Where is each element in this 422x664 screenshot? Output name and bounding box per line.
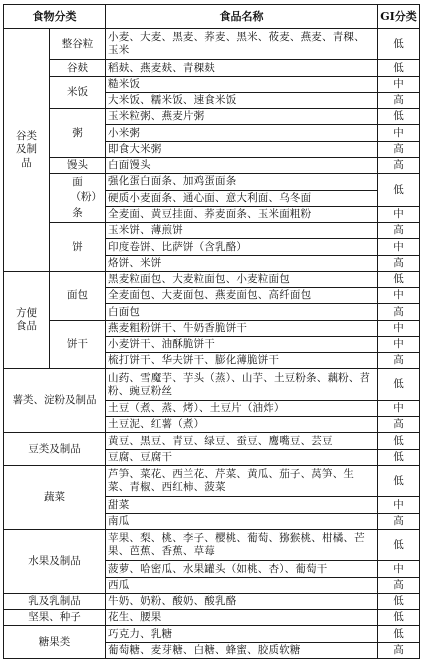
table-row bbox=[4, 76, 420, 92]
gi-cell: 低 bbox=[378, 369, 420, 400]
gi-table bbox=[3, 4, 420, 659]
food-cell: 土豆（煮、蒸、烤）、土豆片（油炸） bbox=[106, 400, 378, 416]
category-tuber-starch: 薯类、淀粉及制品 bbox=[4, 369, 106, 433]
food-cell: 玉米粒粥、燕麦片粥 bbox=[106, 109, 378, 125]
table-header bbox=[4, 5, 420, 29]
food-cell: 白面包 bbox=[106, 304, 378, 320]
food-cell: 芦笋、菜花、西兰花、芹菜、黄瓜、茄子、莴笋、生菜、青椒、西红柿、菠菜 bbox=[106, 465, 378, 496]
gi-cell: 高 bbox=[378, 157, 420, 173]
category-grain bbox=[4, 29, 50, 272]
table-row bbox=[4, 593, 420, 609]
food-cell: 牛奶、奶粉、酸奶、酸乳酪 bbox=[106, 593, 378, 609]
food-cell: 全麦面、黄豆挂面、荞麦面条、玉米面粗粉 bbox=[106, 206, 378, 222]
food-cell: 白面馒头 bbox=[106, 157, 378, 173]
gi-cell: 低 bbox=[378, 29, 420, 60]
gi-cell: 中 bbox=[378, 336, 420, 352]
sub-steamed-bun: 馒头 bbox=[50, 157, 106, 173]
gi-cell: 中 bbox=[378, 76, 420, 92]
gi-cell: 低 bbox=[378, 433, 420, 449]
category-candy: 糖果类 bbox=[4, 626, 106, 659]
gi-cell: 低 bbox=[378, 109, 420, 125]
gi-cell: 低 bbox=[378, 529, 420, 560]
table-row bbox=[4, 157, 420, 173]
gi-cell: 高 bbox=[378, 417, 420, 433]
gi-cell: 中 bbox=[378, 239, 420, 255]
sub-whole-grain: 整谷粒 bbox=[50, 29, 106, 60]
sub-bran: 谷麸 bbox=[50, 60, 106, 76]
table-row bbox=[4, 465, 420, 496]
food-cell: 苹果、梨、桃、李子、樱桃、葡萄、猕猴桃、柑橘、芒果、芭蕉、香蕉、草莓 bbox=[106, 529, 378, 560]
food-cell: 小麦饼干、油酥脆饼干 bbox=[106, 336, 378, 352]
table-row bbox=[4, 109, 420, 125]
gi-cell: 低 bbox=[378, 593, 420, 609]
food-cell: 花生、腰果 bbox=[106, 610, 378, 626]
food-cell: 即食大米粥 bbox=[106, 141, 378, 157]
gi-cell: 中 bbox=[378, 288, 420, 304]
food-cell: 稻麸、燕麦麸、青稞麸 bbox=[106, 60, 378, 76]
gi-cell: 低 bbox=[378, 271, 420, 287]
food-cell: 南瓜 bbox=[106, 513, 378, 529]
table-body bbox=[4, 29, 420, 659]
food-cell: 大米饭、糯米饭、速食米饭 bbox=[106, 92, 378, 108]
food-cell: 小麦、大麦、黑麦、荞麦、黑米、莜麦、燕麦、青稞、玉米 bbox=[106, 29, 378, 60]
food-cell: 小米粥 bbox=[106, 125, 378, 141]
food-cell: 土豆泥、红薯（煮） bbox=[106, 417, 378, 433]
food-cell: 菠萝、哈密瓜、水果罐头（如桃、杏）、葡萄干 bbox=[106, 561, 378, 577]
category-label: 谷类及制品 bbox=[16, 130, 37, 169]
table-row bbox=[4, 29, 420, 60]
food-cell: 印度卷饼、比萨饼（含乳酪） bbox=[106, 239, 378, 255]
category-bean: 豆类及制品 bbox=[4, 433, 106, 466]
food-cell: 葡萄糖、麦芽糖、白糖、蜂蜜、胶质软糖 bbox=[106, 642, 378, 658]
food-cell: 全麦面包、大麦面包、燕麦面包、高纤面包 bbox=[106, 288, 378, 304]
category-fruit: 水果及制品 bbox=[4, 529, 106, 593]
header-row bbox=[4, 5, 420, 29]
gi-cell: 高 bbox=[378, 255, 420, 271]
gi-cell: 中 bbox=[378, 125, 420, 141]
table-row bbox=[4, 320, 420, 336]
food-cell: 硬质小麦面条、通心面、意大利面、乌冬面 bbox=[106, 190, 378, 206]
gi-cell: 高 bbox=[378, 353, 420, 369]
sub-porridge: 粥 bbox=[50, 109, 106, 158]
table-row bbox=[4, 369, 420, 400]
gi-cell: 高 bbox=[378, 141, 420, 157]
category-nut-seed: 坚果、种子 bbox=[4, 610, 106, 626]
gi-cell: 高 bbox=[378, 223, 420, 239]
table-row bbox=[4, 60, 420, 76]
gi-cell: 中 bbox=[378, 320, 420, 336]
sub-noodle bbox=[50, 174, 106, 223]
table-row bbox=[4, 271, 420, 287]
food-cell: 巧克力、乳糖 bbox=[106, 626, 378, 642]
food-cell: 强化蛋白面条、加鸡蛋面条 bbox=[106, 174, 378, 190]
food-cell: 糙米饭 bbox=[106, 76, 378, 92]
table-row bbox=[4, 610, 420, 626]
sub-rice: 米饭 bbox=[50, 76, 106, 109]
table-row bbox=[4, 529, 420, 560]
gi-cell: 中 bbox=[378, 561, 420, 577]
food-cell: 黄豆、黑豆、青豆、绿豆、蚕豆、鹰嘴豆、芸豆 bbox=[106, 433, 378, 449]
sub-bread: 面包 bbox=[50, 271, 106, 320]
header-food-name: 食品名称 bbox=[106, 5, 378, 29]
gi-cell: 低 bbox=[378, 465, 420, 496]
food-cell: 豆腐、豆腐干 bbox=[106, 449, 378, 465]
gi-cell: 低 bbox=[378, 626, 420, 642]
gi-cell: 高 bbox=[378, 304, 420, 320]
gi-cell: 中 bbox=[378, 400, 420, 416]
table-row bbox=[4, 174, 420, 190]
gi-cell: 高 bbox=[378, 513, 420, 529]
sub-flatbread: 饼 bbox=[50, 223, 106, 272]
sub-biscuit: 饼干 bbox=[50, 320, 106, 369]
food-cell: 山药、雪魔芋、芋头（蒸）、山芋、土豆粉条、藕粉、苕粉、豌豆粉丝 bbox=[106, 369, 378, 400]
category-dairy: 乳及乳制品 bbox=[4, 593, 106, 609]
category-label: 方便食品 bbox=[16, 307, 37, 333]
food-cell: 燕麦粗粉饼干、牛奶香脆饼干 bbox=[106, 320, 378, 336]
table-row bbox=[4, 223, 420, 239]
header-gi: GI分类 bbox=[378, 5, 420, 29]
category-vegetable: 蔬菜 bbox=[4, 465, 106, 529]
category-instant-food bbox=[4, 271, 50, 369]
gi-cell: 中 bbox=[378, 206, 420, 222]
food-cell: 西瓜 bbox=[106, 577, 378, 593]
gi-cell: 高 bbox=[378, 92, 420, 108]
table-row bbox=[4, 433, 420, 449]
gi-cell: 低 bbox=[378, 174, 420, 207]
food-cell: 玉米饼、薄煎饼 bbox=[106, 223, 378, 239]
food-cell: 梳打饼干、华夫饼干、膨化薄脆饼干 bbox=[106, 353, 378, 369]
food-cell: 甜菜 bbox=[106, 497, 378, 513]
sub-label: 面（粉）条 bbox=[70, 175, 102, 220]
food-cell: 烙饼、米饼 bbox=[106, 255, 378, 271]
gi-cell: 中 bbox=[378, 497, 420, 513]
gi-cell: 高 bbox=[378, 577, 420, 593]
gi-cell: 低 bbox=[378, 60, 420, 76]
gi-cell: 低 bbox=[378, 449, 420, 465]
food-cell: 黑麦粒面包、大麦粒面包、小麦粒面包 bbox=[106, 271, 378, 287]
gi-cell: 低 bbox=[378, 610, 420, 626]
table-row bbox=[4, 626, 420, 642]
gi-cell: 高 bbox=[378, 642, 420, 658]
header-category: 食物分类 bbox=[4, 5, 106, 29]
